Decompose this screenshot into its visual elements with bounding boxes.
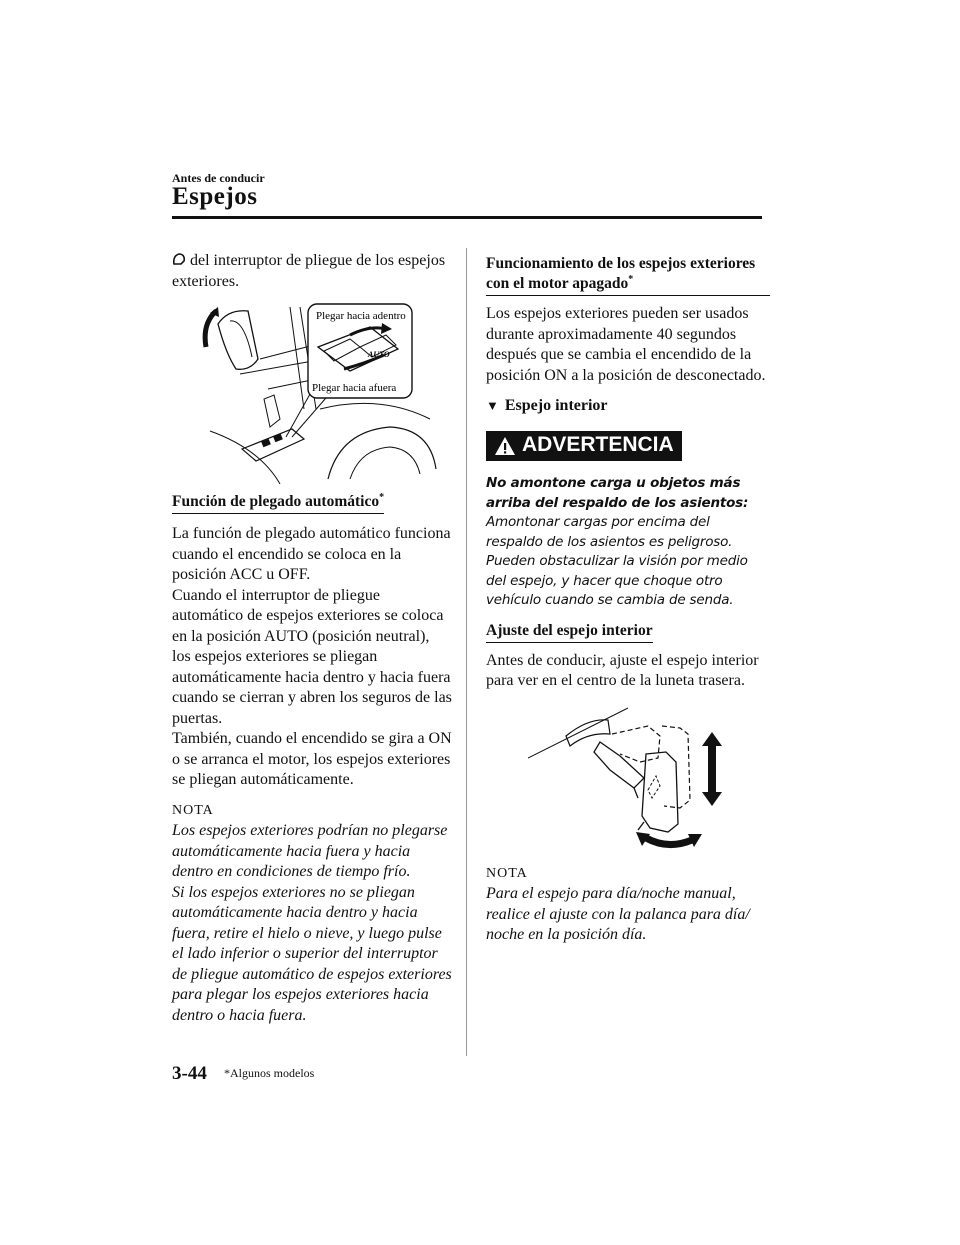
fold-outward-label: Plegar hacia afuera xyxy=(312,382,397,394)
mirror-fold-icon xyxy=(172,253,186,266)
engine-off-paragraph: Los espejos exteriores pueden ser usados durante aproximadamente 40 segundos después que se cambia el encendido de la posición ON a la posición de desconectado. xyxy=(486,305,766,384)
page-title: Espejos xyxy=(172,183,258,210)
note-title-left: NOTA xyxy=(172,802,214,818)
warning-box xyxy=(486,431,770,463)
note-text-left-2: Si los espejos exteriores no se pliegan automáticamente hacia dentro y hacia fuera, retire el hielo o nieve, y luego pulse el lado inferior o superior del interruptor de pliegue automático de espejos exteriores para plegar los espejos exteriores hacia dentro o hacia fuera. xyxy=(172,883,452,1024)
footer-note: *Algunos modelos xyxy=(224,1066,315,1080)
engine-off-heading xyxy=(486,254,770,296)
intro-text: del interruptor de pliegue de los espejos exteriores. xyxy=(172,252,446,290)
auto-fold-para-2: Cuando el interruptor de pliegue automático de espejos exteriores se coloca en la posición AUTO (posición neutral), los espejos exteriores se pliegan automáticamente hacia dentro y hacia fuera cuando se cierran y abren los seguros de las puertas. xyxy=(172,586,452,727)
auto-fold-heading-text: Función de plegado automático xyxy=(172,493,380,510)
column-divider xyxy=(466,248,467,1056)
note-text-left-1: Los espejos exteriores podrían no plegarse automáticamente hacia fuera y hacia dentro en condiciones de tiempo frío. xyxy=(172,822,448,880)
section-label: Antes de conducir xyxy=(172,171,265,185)
page-number: 3-44 xyxy=(172,1063,207,1084)
fold-inward-label: Plegar hacia adentro xyxy=(316,310,406,322)
adjust-paragraph: Antes de conducir, ajuste el espejo interior para ver en el centro de la luneta trasera. xyxy=(486,651,759,689)
right-column xyxy=(486,254,770,946)
interior-mirror-heading xyxy=(486,396,770,417)
auto-fold-heading-mark: * xyxy=(379,491,385,503)
adjust-heading-line xyxy=(486,621,770,643)
door-switch-illustration xyxy=(200,299,460,484)
interior-mirror-heading-text: Espejo interior xyxy=(504,397,608,414)
section-triangle-icon: ▼ xyxy=(486,398,499,413)
adjust-heading: Ajuste del espejo interior xyxy=(486,621,653,643)
interior-mirror-illustration xyxy=(528,706,768,856)
warning-label: ADVERTENCIA xyxy=(522,433,674,457)
switch-auto-text: AUTO xyxy=(368,350,390,359)
warning-triangle-icon xyxy=(494,436,516,456)
auto-fold-heading-line xyxy=(172,492,452,514)
note-title-right: NOTA xyxy=(486,865,528,881)
note-text-right: Para el espejo para día/noche manual, realice el ajuste con la palanca para día/ noche en la posición día. xyxy=(486,885,750,943)
auto-fold-para-1: La función de plegado automático funciona cuando el encendido se coloca en la posición ACC u OFF. xyxy=(172,525,451,583)
auto-fold-heading xyxy=(172,492,384,514)
engine-off-heading-text: Funcionamiento de los espejos exteriores con el motor apagado xyxy=(486,255,756,292)
warning-body-text: Amontonar cargas por encima del respaldo de los asientos es peligroso. Pueden obstaculizar la visión por medio del espejo, y hacer que choque otro vehículo cuando se cambia de senda. xyxy=(486,514,748,608)
title-rule xyxy=(172,216,762,219)
engine-off-heading-line xyxy=(486,254,770,296)
intro-paragraph xyxy=(172,251,452,292)
warning-banner xyxy=(486,431,682,461)
warning-bold-text: No amontone carga u objetos más arriba del respaldo de los asientos: xyxy=(486,475,749,511)
auto-fold-para-3: También, cuando el encendido se gira a ON o se arranca el motor, los espejos exteriores se pliegan automáticamente. xyxy=(172,730,452,788)
left-column xyxy=(172,251,452,1026)
engine-off-heading-mark: * xyxy=(628,273,634,285)
